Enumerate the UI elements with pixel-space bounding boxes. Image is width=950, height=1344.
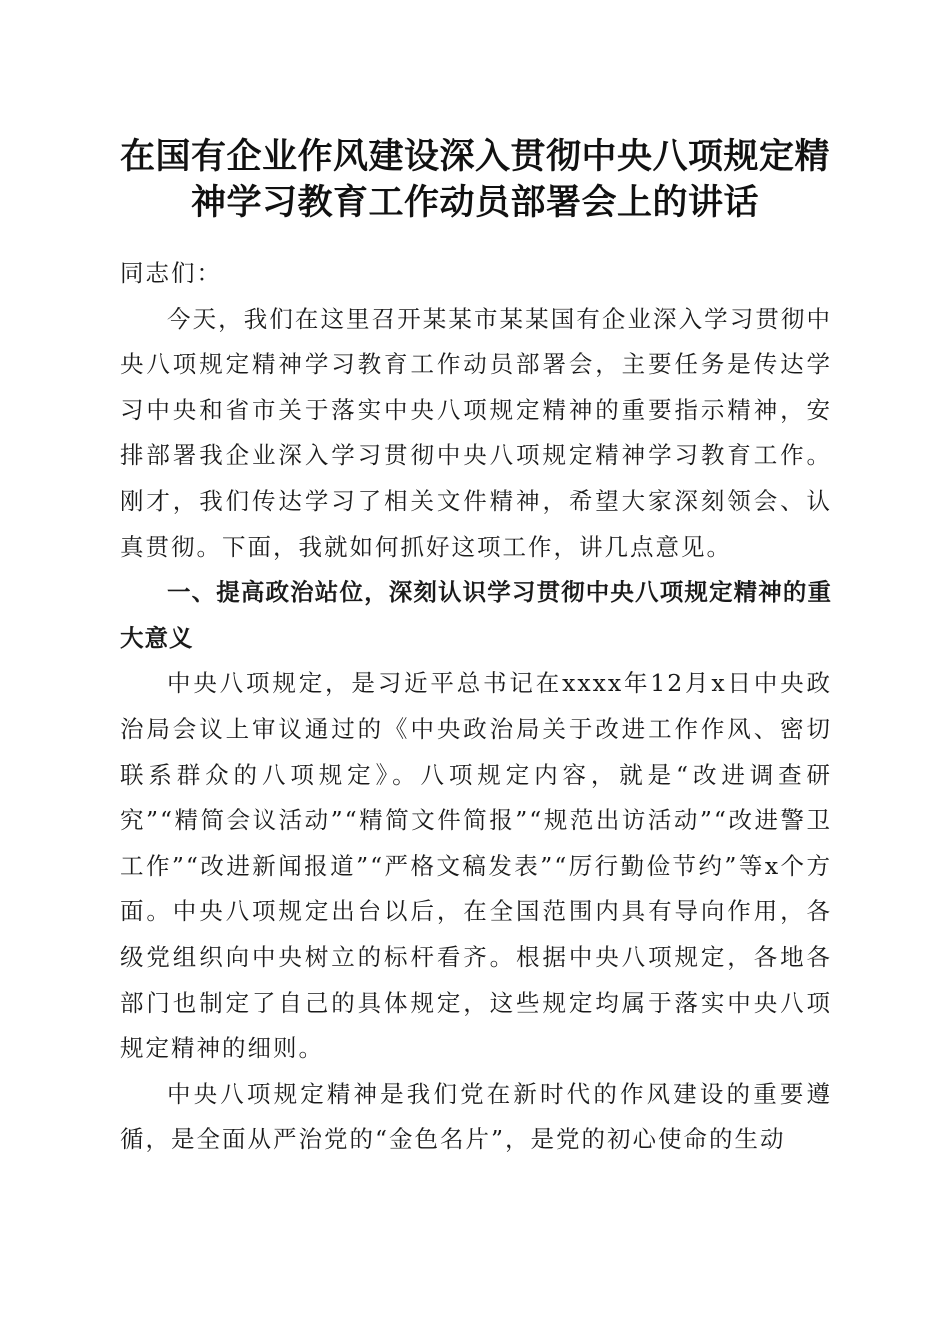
paragraph-intro: 今天，我们在这里召开某某市某某国有企业深入学习贯彻中央八项规定精神学习教育工作动员部署会，主要任务是传达学习中央和省市关于落实中央八项规定精神的重要指示精神，安排部署我企业深入学习贯彻中央八项规定精神学习教育工作。刚才，我们传达学习了相关文件精神，希望大家深刻领会、认真贯彻。下面，我就如何抓好这项工作，讲几点意见。: [120, 304, 832, 561]
title-line-2: 神学习教育工作动员部署会上的讲话: [190, 182, 759, 223]
salutation: 同志们：: [120, 259, 222, 287]
title-line-1: 在国有企业作风建设深入贯彻中央八项规定精: [119, 136, 830, 177]
paragraph-eight-rules: 中央八项规定，是习近平总书记在xxxx年12月x日中央政治局会议上审议通过的《中央政治局关于改进工作作风、密切联系群众的八项规定》。八项规定内容，就是“改进调查研究”“精简会议活动”“精简文件简报”“规范出访活动”“改进警卫工作”“改进新闻报道”“严格文稿发表”“厉行勤俭节约”等x个方面。中央八项规定出台以后，在全国范围内具有导向作用，各级党组织向中央树立的标杆看齐。根据中央八项规定，各地各部门也制定了自己的具体规定，这些规定均属于落实中央八项规定精神的细则。: [120, 669, 832, 1063]
paragraph-significance: 中央八项规定精神是我们党在新时代的作风建设的重要遵循，是全面从严治党的“金色名片”，是党的初心使命的生动: [120, 1079, 832, 1154]
document-title: [100, 134, 850, 226]
section-heading-1: 一、提高政治站位，深刻认识学习贯彻中央八项规定精神的重大意义: [120, 578, 832, 652]
document-body: [120, 251, 832, 1163]
